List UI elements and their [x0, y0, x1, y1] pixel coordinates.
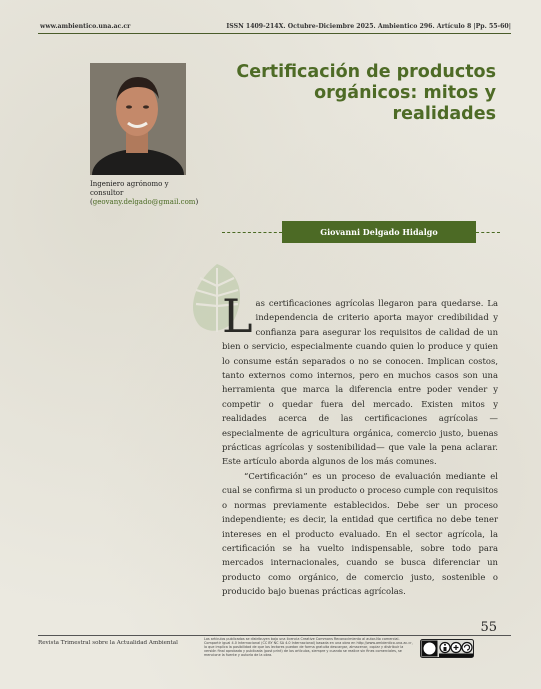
author-bio	[90, 180, 199, 208]
article-title: Certificación de productos orgánicos: mitos y realidades	[236, 62, 496, 124]
author-rule-right	[476, 232, 500, 233]
paragraph-1	[222, 289, 498, 469]
paragraph-1-text: as certificaciones agrícolas llegaron para quedarse. La independencia de criterio aporta mayor credibilidad y confianza para asegurar los requisitos de calidad de un bien o servicio, especialmente cuando quien lo produce y quien lo consume están separados o no se conocen. Implican costos, tanto externos como internos, pero en muchos casos son una herramienta que marca la diferencia entre poder vender y competir o quedar fuera del mercado. Existen mitos y realidades acerca de las certificaciones agrícolas —especialmente de agricultura orgánica, comercio justo, buenas prácticas agrícolas y sostenibilidad— que vale la pena aclarar. Este artículo aborda algunos de los más comunes.	[222, 298, 498, 467]
footer-rule	[38, 635, 511, 636]
header-rule	[38, 33, 511, 34]
author-email[interactable]: geovany.delgado@gmail.com	[92, 198, 196, 207]
author-role: Ingeniero agrónomo y consultor (	[90, 180, 169, 207]
author-name: Giovanni Delgado Hidalgo	[282, 221, 476, 243]
drop-cap: L	[222, 289, 253, 343]
author-photo	[90, 63, 186, 175]
article-body	[222, 289, 499, 599]
paragraph-2: “Certificación” es un proceso de evaluación mediante el cual se confirma si un producto o proceso cumple con requisitos o normas previamente establecidos. Debe ser un proceso independiente; es decir, la entidad que certifica no debe tener intereses en el producto evaluado. En el sector agrícola, la certificación se ha vuelto indispensable, sobre todo para mercados internacionales, cuando se busca diferenciar un producto como orgánico, de comercio justo, sostenible o producido bajo buenas prácticas agrícolas.	[222, 470, 499, 597]
author-bio-close: )	[195, 198, 199, 207]
header-website[interactable]: www.ambientico.una.ac.cr	[40, 23, 131, 30]
creative-commons-icon[interactable]	[420, 639, 474, 658]
author-rule-left	[222, 232, 282, 233]
header-issn: ISSN 1409-214X. Octubre-Diciembre 2025. Ambientico 296. Artículo 8 |Pp. 55-60|	[226, 23, 511, 30]
footer-license: Los artículos publicados se distribuyen bajo una licencia Creative Commons Reconocimiento al autor-No comercial-Compartir igual 4.0 Internacional (CC BY NC SA 4.0 Internacional) basada en una obra en http://www.ambientico.una.ac.cr, lo que implica la posibilidad de que los lectores puedan de forma gratuita descargar, almacenar, copiar y distribuir la versión final aprobada y publicada (post print) de los artículos, siempre y cuando se realice sin fines comerciales, se mencione la fuente y autoría de la obra.	[204, 637, 413, 658]
footer-journal: Revista Trimestral sobre la Actualidad Ambiental	[38, 640, 178, 646]
page-number: 55	[480, 620, 497, 635]
